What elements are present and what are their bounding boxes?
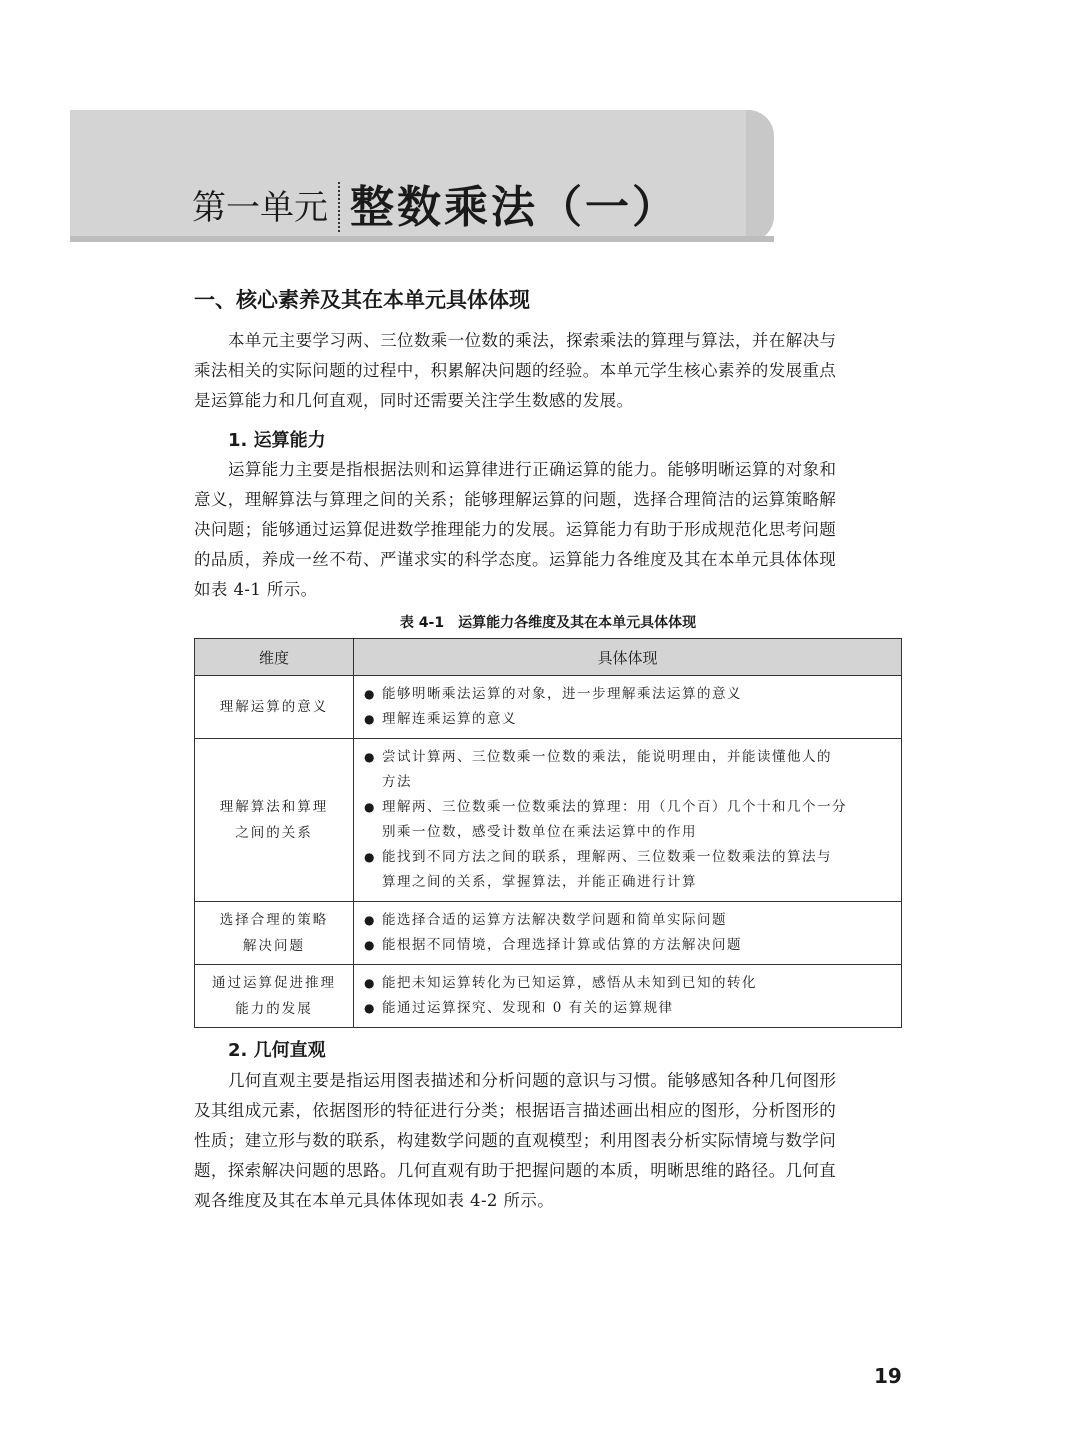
- item-text: 能够明晰乘法运算的对象，进一步理解乘法运算的意义: [382, 686, 742, 702]
- dimension-cell: [195, 676, 354, 739]
- list-item: [364, 996, 893, 1021]
- details-cell: [354, 902, 902, 965]
- subsection-heading-2: 2. 几何直观: [228, 1040, 326, 1061]
- geometry-paragraph: [194, 1066, 902, 1216]
- dimensions-table: [194, 638, 902, 1028]
- computation-paragraph: [194, 455, 902, 605]
- item-text: 能通过运算探究、发现和 0 有关的运算规律: [382, 1000, 674, 1016]
- dimension-cell: [195, 739, 354, 902]
- subsection-heading-1: 1. 运算能力: [228, 430, 326, 451]
- intro-line: 本单元主要学习两、三位数乘一位数的乘法，探索乘法的算理与算法，并在解决与: [228, 331, 837, 350]
- dimension-text: 解决问题: [243, 938, 305, 954]
- dimension-cell: [195, 902, 354, 965]
- details-cell: [354, 676, 902, 739]
- paragraph-line: 运算能力主要是指根据法则和运算律进行正确运算的能力。能够明晰运算的对象和: [228, 460, 837, 479]
- bullet-icon: ●: [364, 1001, 376, 1015]
- intro-paragraph: [194, 326, 902, 416]
- section-heading: 一、核心素养及其在本单元具体体现: [194, 288, 530, 312]
- dimension-text: 之间的关系: [235, 825, 313, 841]
- dimension-text: 通过运算促进推理: [212, 975, 336, 991]
- list-item: [364, 908, 893, 933]
- item-text: 能选择合适的运算方法解决数学问题和简单实际问题: [382, 912, 727, 928]
- bullet-icon: ●: [364, 687, 376, 701]
- list-item: [364, 795, 893, 845]
- details-cell: [354, 965, 902, 1028]
- unit-title: [192, 168, 679, 238]
- table-row: [195, 902, 902, 965]
- list-item: [364, 745, 893, 795]
- item-text: 理解两、三位数乘一位数乘法的算理：用（几个百）几个十和几个一分 别乘一位数，感受计数单位在乘法运算中的作用: [382, 799, 847, 840]
- paragraph-line: 的品质，养成一丝不苟、严谨求实的科学态度。运算能力各维度及其在本单元具体体现: [194, 550, 837, 569]
- header-dimension: 维度: [195, 639, 354, 676]
- table-caption: 表 4-1 运算能力各维度及其在本单元具体体现: [399, 615, 697, 631]
- unit-label: 第一单元: [192, 188, 328, 228]
- details-cell: [354, 739, 902, 902]
- dimension-text: 能力的发展: [235, 1001, 313, 1017]
- bullet-icon: ●: [364, 750, 376, 764]
- paragraph-line: 观各维度及其在本单元具体体现如表 4-2 所示。: [194, 1191, 555, 1210]
- item-text: 能根据不同情境，合理选择计算或估算的方法解决问题: [382, 937, 742, 953]
- list-item: [364, 707, 893, 732]
- bullet-icon: ●: [364, 800, 376, 814]
- dimension-cell: [195, 965, 354, 1028]
- list-item: [364, 971, 893, 996]
- bullet-icon: ●: [364, 938, 376, 952]
- bullet-icon: ●: [364, 913, 376, 927]
- table-row: [195, 739, 902, 902]
- bullet-icon: ●: [364, 712, 376, 726]
- paragraph-line: 性质；建立形与数的联系，构建数学问题的直观模型；利用图表分析实际情境与数学问: [194, 1131, 837, 1150]
- paragraph-line: 决问题；能够通过运算促进数学推理能力的发展。运算能力有助于形成规范化思考问题: [194, 520, 837, 539]
- paragraph-line: 意义，理解算法与算理之间的关系；能够理解运算的问题，选择合理简洁的运算策略解: [194, 490, 837, 509]
- list-item: [364, 682, 893, 707]
- paragraph-line: 题，探索解决问题的思路。几何直观有助于把握问题的本质，明晰思维的路径。几何直: [194, 1161, 837, 1180]
- unit-name: 整数乘法（一）: [350, 182, 679, 233]
- list-item: [364, 933, 893, 958]
- table-header-row: [195, 639, 902, 676]
- page-number: 19: [874, 1364, 902, 1388]
- paragraph-line: 几何直观主要是指运用图表描述和分析问题的意识与习惯。能够感知各种几何图形: [228, 1071, 837, 1090]
- paragraph-line: 及其组成元素，依据图形的特征进行分类；根据语言描述画出相应的图形，分析图形的: [194, 1101, 837, 1120]
- bullet-icon: ●: [364, 850, 376, 864]
- intro-line: 乘法相关的实际问题的过程中，积累解决问题的经验。本单元学生核心素养的发展重点: [194, 361, 837, 380]
- item-text: 能把未知运算转化为已知运算，感悟从未知到已知的转化: [382, 975, 757, 991]
- intro-line: 是运算能力和几何直观，同时还需要关注学生数感的发展。: [194, 391, 634, 410]
- paragraph-line: 如表 4-1 所示。: [194, 580, 318, 599]
- dimension-text: 理解算法和算理: [219, 799, 329, 815]
- header-details: 具体体现: [354, 639, 902, 676]
- dimension-text: 理解运算的意义: [219, 699, 329, 715]
- item-text: 尝试计算两、三位数乘一位数的乘法，能说明理由，并能读懂他人的 方法: [382, 749, 832, 790]
- dimension-text: 选择合理的策略: [219, 912, 329, 928]
- title-banner-tab: [746, 110, 774, 242]
- list-item: [364, 845, 893, 895]
- bullet-icon: ●: [364, 976, 376, 990]
- unit-separator: [338, 182, 340, 232]
- item-text: 理解连乘运算的意义: [382, 711, 517, 727]
- item-text: 能找到不同方法之间的联系，理解两、三位数乘一位数乘法的算法与 算理之间的关系，掌握算法，并能正确进行计算: [382, 849, 832, 890]
- table-row: [195, 676, 902, 739]
- table-row: [195, 965, 902, 1028]
